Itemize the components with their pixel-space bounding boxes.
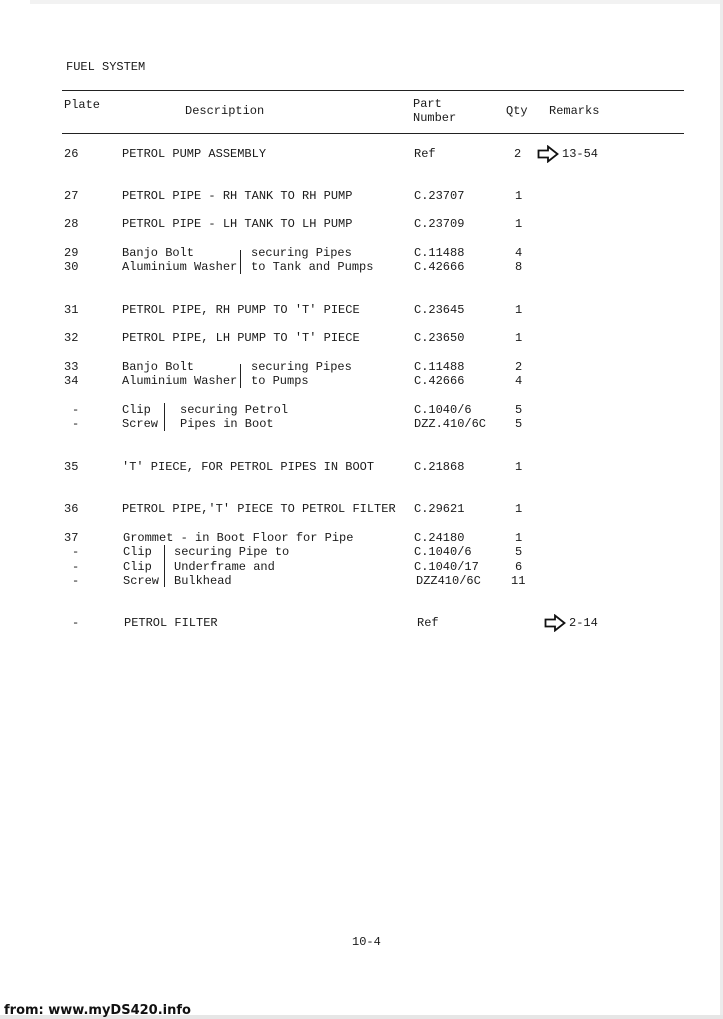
row-plate: 31 bbox=[64, 303, 79, 317]
row-qty: 1 bbox=[515, 531, 523, 545]
row-plate: 36 bbox=[64, 502, 79, 516]
row-qty: 1 bbox=[515, 189, 523, 203]
row-qty: 4 bbox=[515, 374, 523, 388]
row-note: Bulkhead bbox=[174, 574, 232, 588]
row-qty: 1 bbox=[515, 460, 523, 474]
row-qty: 2 bbox=[514, 147, 522, 161]
row-description: 'T' PIECE, FOR PETROL PIPES IN BOOT bbox=[122, 460, 375, 474]
row-part-number: Ref bbox=[417, 616, 439, 630]
row-plate: 35 bbox=[64, 460, 79, 474]
row-plate: 26 bbox=[64, 147, 79, 161]
row-part-number: C.23645 bbox=[414, 303, 465, 317]
row-part-number: C.29621 bbox=[414, 502, 465, 516]
row-part-number: DZZ.410/6C bbox=[414, 417, 487, 431]
row-description: Clip bbox=[123, 545, 152, 559]
row-plate: - bbox=[72, 574, 80, 588]
row-description: Aluminium Washer bbox=[122, 374, 238, 388]
row-part-number: C.23707 bbox=[414, 189, 465, 203]
row-part-number: C.11488 bbox=[414, 246, 465, 260]
row-part-number: C.1040/6 bbox=[414, 545, 472, 559]
row-qty: 1 bbox=[515, 217, 523, 231]
row-qty: 8 bbox=[515, 260, 523, 274]
row-qty: 6 bbox=[515, 560, 523, 574]
row-qty: 5 bbox=[515, 403, 523, 417]
row-description: PETROL PIPE - RH TANK TO RH PUMP bbox=[122, 189, 353, 203]
row-part-number: C.42666 bbox=[414, 260, 465, 274]
row-plate: - bbox=[72, 417, 80, 431]
row-qty: 1 bbox=[515, 331, 523, 345]
row-part-number: C.1040/17 bbox=[414, 560, 479, 574]
row-part-number: C.11488 bbox=[414, 360, 465, 374]
header-rule-top bbox=[62, 90, 684, 91]
row-description: Clip bbox=[123, 560, 152, 574]
scan-edge-top bbox=[30, 0, 723, 4]
footer-source: from: www.myDS420.info bbox=[4, 1003, 191, 1018]
header-part-number-line2: Number bbox=[413, 111, 457, 125]
row-qty: 1 bbox=[515, 502, 523, 516]
row-part-number: DZZ410/6C bbox=[416, 574, 481, 588]
row-part-number: C.24180 bbox=[414, 531, 465, 545]
row-note: securing Petrol bbox=[180, 403, 289, 417]
page-number: 10-4 bbox=[352, 935, 381, 949]
row-note: to Tank and Pumps bbox=[251, 260, 374, 274]
row-plate: - bbox=[72, 545, 80, 559]
row-description: PETROL PIPE, RH PUMP TO 'T' PIECE bbox=[122, 303, 360, 317]
row-plate: - bbox=[72, 403, 80, 417]
grouping-bracket bbox=[240, 250, 241, 274]
row-description: Screw bbox=[123, 574, 160, 588]
row-description: PETROL FILTER bbox=[124, 616, 218, 630]
row-plate: - bbox=[72, 616, 80, 630]
row-plate: 37 bbox=[64, 531, 79, 545]
row-note: securing Pipes bbox=[251, 246, 352, 260]
row-plate: 33 bbox=[64, 360, 79, 374]
row-part-number: Ref bbox=[414, 147, 436, 161]
row-part-number: C.23709 bbox=[414, 217, 465, 231]
grouping-bracket bbox=[164, 403, 165, 431]
section-title: FUEL SYSTEM bbox=[66, 60, 146, 74]
row-qty: 1 bbox=[515, 303, 523, 317]
row-plate: 28 bbox=[64, 217, 79, 231]
row-part-number: C.42666 bbox=[414, 374, 465, 388]
header-description: Description bbox=[185, 104, 265, 118]
row-plate: 32 bbox=[64, 331, 79, 345]
row-description: Grommet - in Boot Floor for Pipe bbox=[123, 531, 354, 545]
arrow-right-icon bbox=[537, 145, 559, 163]
row-plate: 30 bbox=[64, 260, 79, 274]
row-note: Underframe and bbox=[174, 560, 275, 574]
grouping-bracket bbox=[240, 364, 241, 388]
grouping-bracket bbox=[164, 545, 165, 587]
row-qty: 4 bbox=[515, 246, 523, 260]
row-plate: 29 bbox=[64, 246, 79, 260]
row-note: Pipes in Boot bbox=[180, 417, 274, 431]
row-description: Screw bbox=[122, 417, 159, 431]
row-qty: 2 bbox=[515, 360, 523, 374]
arrow-right-icon bbox=[544, 614, 566, 632]
header-part-number-line1: Part bbox=[413, 97, 442, 111]
row-plate: 34 bbox=[64, 374, 79, 388]
row-plate: - bbox=[72, 560, 80, 574]
row-description: Aluminium Washer bbox=[122, 260, 238, 274]
row-part-number: C.1040/6 bbox=[414, 403, 472, 417]
header-qty: Qty bbox=[506, 104, 528, 118]
row-qty: 5 bbox=[515, 545, 523, 559]
header-rule-bottom bbox=[62, 133, 684, 134]
row-description: Banjo Bolt bbox=[122, 360, 195, 374]
row-remarks: 13-54 bbox=[562, 147, 599, 161]
row-note: securing Pipe to bbox=[174, 545, 290, 559]
header-remarks: Remarks bbox=[549, 104, 600, 118]
row-description: PETROL PIPE,'T' PIECE TO PETROL FILTER bbox=[122, 502, 396, 516]
row-note: securing Pipes bbox=[251, 360, 352, 374]
row-part-number: C.23650 bbox=[414, 331, 465, 345]
row-description: PETROL PUMP ASSEMBLY bbox=[122, 147, 267, 161]
row-plate: 27 bbox=[64, 189, 79, 203]
row-qty: 5 bbox=[515, 417, 523, 431]
row-description: PETROL PIPE, LH PUMP TO 'T' PIECE bbox=[122, 331, 360, 345]
row-remarks: 2-14 bbox=[569, 616, 598, 630]
row-part-number: C.21868 bbox=[414, 460, 465, 474]
header-plate: Plate bbox=[64, 98, 101, 112]
row-note: to Pumps bbox=[251, 374, 309, 388]
row-qty: 11 bbox=[511, 574, 526, 588]
row-description: PETROL PIPE - LH TANK TO LH PUMP bbox=[122, 217, 353, 231]
row-description: Banjo Bolt bbox=[122, 246, 195, 260]
row-description: Clip bbox=[122, 403, 151, 417]
